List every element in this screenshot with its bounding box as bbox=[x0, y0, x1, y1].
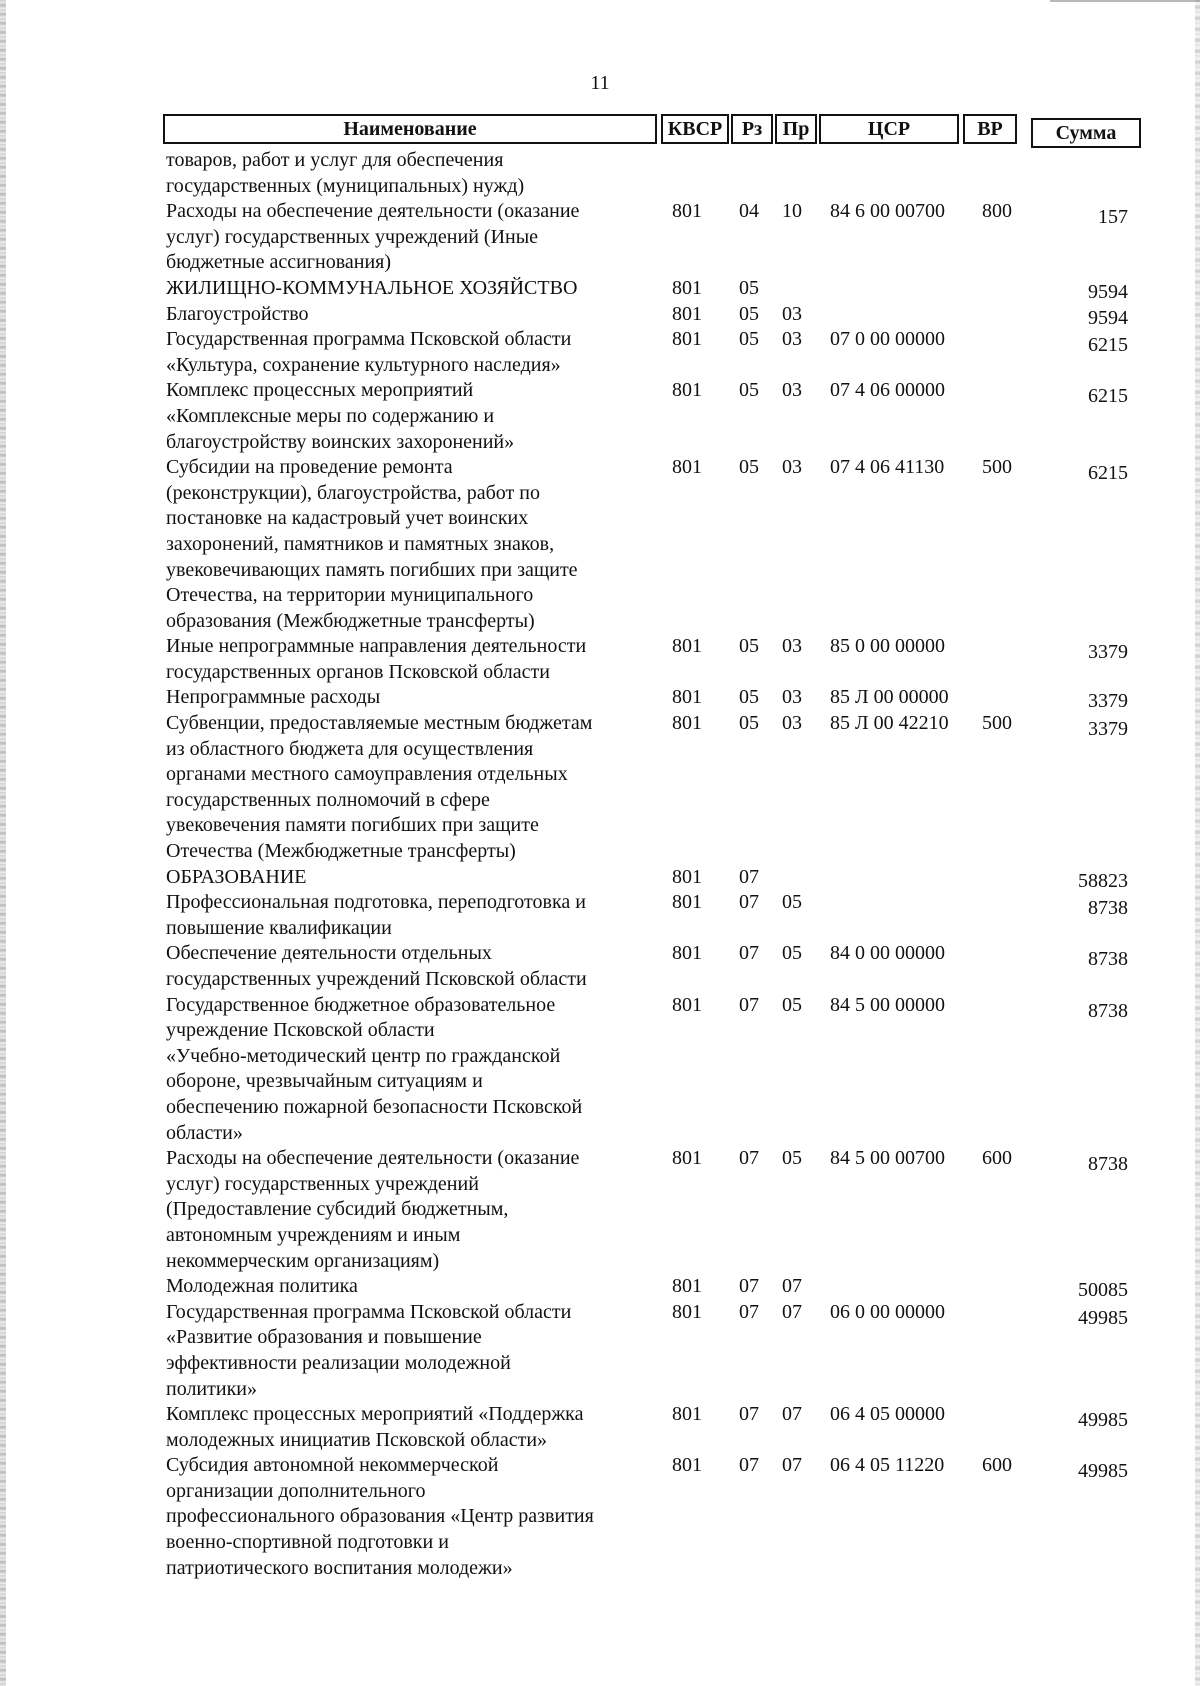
row-name-line: Комплекс процессных мероприятий bbox=[166, 379, 474, 402]
cell-kvsr: 801 bbox=[672, 456, 702, 479]
cell-rz: 07 bbox=[739, 993, 759, 1016]
cell-pr: 10 bbox=[782, 200, 802, 223]
cell-kvsr: 801 bbox=[672, 1454, 702, 1477]
cell-sum: 49985 bbox=[1078, 1460, 1128, 1483]
row-name-line: ОБРАЗОВАНИЕ bbox=[166, 865, 307, 888]
cell-csr: 06 4 05 11220 bbox=[830, 1454, 945, 1477]
header-rz: Рз bbox=[731, 114, 773, 144]
row-name-line: Иные непрограммные направления деятельности bbox=[166, 635, 587, 658]
row-name-line: образования (Межбюджетные трансферты) bbox=[166, 609, 535, 632]
cell-rz: 07 bbox=[739, 891, 759, 914]
cell-sum: 9594 bbox=[1088, 306, 1128, 329]
cell-sum: 49985 bbox=[1078, 1409, 1128, 1432]
table-row bbox=[0, 455, 1200, 634]
cell-kvsr: 801 bbox=[672, 379, 702, 402]
row-name-line: постановке на кадастровый учет воинских bbox=[166, 507, 529, 530]
cell-sum: 6215 bbox=[1088, 462, 1128, 485]
row-name-line: политики» bbox=[166, 1377, 257, 1400]
cell-kvsr: 801 bbox=[672, 276, 702, 299]
cell-kvsr: 801 bbox=[672, 865, 702, 888]
row-name bbox=[166, 1453, 646, 1581]
cell-sum: 3379 bbox=[1088, 690, 1128, 713]
cell-pr: 03 bbox=[782, 635, 802, 658]
cell-kvsr: 801 bbox=[672, 1403, 702, 1426]
cell-kvsr: 801 bbox=[672, 1300, 702, 1323]
row-name-line: увековечивающих память погибших при защите bbox=[166, 558, 578, 581]
table-body bbox=[0, 148, 1200, 1581]
cell-sum: 6215 bbox=[1088, 385, 1128, 408]
cell-kvsr: 801 bbox=[672, 942, 702, 965]
row-name-line: военно-спортивной подготовки и bbox=[166, 1531, 449, 1554]
cell-rz: 05 bbox=[739, 712, 759, 735]
cell-csr: 07 0 00 00000 bbox=[830, 328, 945, 351]
row-name bbox=[166, 199, 646, 276]
table-row bbox=[0, 276, 1200, 302]
cell-kvsr: 801 bbox=[672, 891, 702, 914]
table-row bbox=[0, 302, 1200, 328]
cell-csr: 84 5 00 00000 bbox=[830, 993, 945, 1016]
row-name-line: повышение квалификации bbox=[166, 916, 392, 939]
header-csr: ЦСР bbox=[819, 114, 959, 144]
row-name bbox=[166, 865, 646, 891]
row-name bbox=[166, 941, 646, 992]
table-row bbox=[0, 1453, 1200, 1581]
row-name-line: услуг) государственных учреждений bbox=[166, 1172, 479, 1195]
row-name-line: Расходы на обеспечение деятельности (оказание bbox=[166, 200, 580, 223]
row-name-line: «Развитие образования и повышение bbox=[166, 1326, 482, 1349]
cell-kvsr: 801 bbox=[672, 635, 702, 658]
row-name-line: Субсидия автономной некоммерческой bbox=[166, 1454, 499, 1477]
cell-vr: 600 bbox=[982, 1454, 1012, 1477]
cell-vr: 500 bbox=[982, 712, 1012, 735]
row-name-line: автономным учреждениям и иным bbox=[166, 1223, 461, 1246]
row-name-line: ЖИЛИЩНО-КОММУНАЛЬНОЕ ХОЗЯЙСТВО bbox=[166, 276, 578, 299]
row-name-line: обеспечению пожарной безопасности Псковской bbox=[166, 1095, 583, 1118]
row-name-line: услуг) государственных учреждений (Иные bbox=[166, 225, 539, 248]
cell-pr: 05 bbox=[782, 942, 802, 965]
header-name: Наименование bbox=[163, 114, 657, 144]
table-row bbox=[0, 941, 1200, 992]
row-name-line: Отечества (Межбюджетные трансферты) bbox=[166, 840, 516, 863]
row-name bbox=[166, 1146, 646, 1274]
row-name bbox=[166, 1274, 646, 1300]
table-row bbox=[0, 1300, 1200, 1402]
cell-pr: 03 bbox=[782, 379, 802, 402]
cell-csr: 06 4 05 00000 bbox=[830, 1403, 945, 1426]
cell-rz: 05 bbox=[739, 686, 759, 709]
row-name-line: Профессиональная подготовка, переподготовка и bbox=[166, 891, 586, 914]
row-name-line: «Учебно-методический центр по гражданской bbox=[166, 1044, 561, 1067]
table-row bbox=[0, 148, 1200, 199]
row-name-line: Государственное бюджетное образовательное bbox=[166, 993, 556, 1016]
table-row bbox=[0, 890, 1200, 941]
cell-csr: 85 Л 00 42210 bbox=[830, 712, 949, 735]
cell-csr: 85 Л 00 00000 bbox=[830, 686, 949, 709]
cell-sum: 58823 bbox=[1078, 869, 1128, 892]
header-sum: Сумма bbox=[1031, 118, 1141, 148]
cell-rz: 05 bbox=[739, 328, 759, 351]
row-name bbox=[166, 634, 646, 685]
row-name bbox=[166, 378, 646, 455]
cell-sum: 8738 bbox=[1088, 948, 1128, 971]
cell-csr: 85 0 00 00000 bbox=[830, 635, 945, 658]
cell-rz: 05 bbox=[739, 276, 759, 299]
row-name-line: Непрограммные расходы bbox=[166, 686, 381, 709]
cell-csr: 07 4 06 41130 bbox=[830, 456, 945, 479]
row-name-line: благоустройству воинских захоронений» bbox=[166, 430, 515, 453]
cell-rz: 07 bbox=[739, 1403, 759, 1426]
cell-pr: 05 bbox=[782, 1147, 802, 1170]
table-row bbox=[0, 1274, 1200, 1300]
row-name bbox=[166, 1402, 646, 1453]
row-name-line: области» bbox=[166, 1121, 243, 1144]
header-kvsr: КВСР bbox=[661, 114, 729, 144]
header-pr: Пр bbox=[775, 114, 817, 144]
cell-pr: 07 bbox=[782, 1275, 802, 1298]
row-name-line: государственных полномочий в сфере bbox=[166, 788, 490, 811]
row-name bbox=[166, 327, 646, 378]
row-name-line: захоронений, памятников и памятных знаков, bbox=[166, 532, 555, 555]
cell-csr: 84 5 00 00700 bbox=[830, 1147, 945, 1170]
cell-rz: 07 bbox=[739, 1275, 759, 1298]
cell-sum: 8738 bbox=[1088, 999, 1128, 1022]
cell-rz: 05 bbox=[739, 379, 759, 402]
row-name-line: «Комплексные меры по содержанию и bbox=[166, 404, 495, 427]
cell-rz: 05 bbox=[739, 635, 759, 658]
row-name-line: (реконструкции), благоустройства, работ по bbox=[166, 481, 540, 504]
table-row bbox=[0, 199, 1200, 276]
cell-sum: 3379 bbox=[1088, 718, 1128, 741]
row-name bbox=[166, 1300, 646, 1402]
row-name-line: Государственная программа Псковской области bbox=[166, 328, 572, 351]
cell-rz: 04 bbox=[739, 200, 759, 223]
page-number: 11 bbox=[590, 72, 610, 94]
cell-sum: 8738 bbox=[1088, 1153, 1128, 1176]
table-row bbox=[0, 634, 1200, 685]
cell-pr: 03 bbox=[782, 302, 802, 325]
cell-csr: 84 0 00 00000 bbox=[830, 942, 945, 965]
cell-rz: 07 bbox=[739, 1454, 759, 1477]
cell-kvsr: 801 bbox=[672, 712, 702, 735]
row-name bbox=[166, 711, 646, 865]
row-name-line: (Предоставление субсидий бюджетным, bbox=[166, 1198, 509, 1221]
cell-csr: 07 4 06 00000 bbox=[830, 379, 945, 402]
header-vr: ВР bbox=[963, 114, 1017, 144]
table-row bbox=[0, 1146, 1200, 1274]
cell-kvsr: 801 bbox=[672, 993, 702, 1016]
row-name-line: обороне, чрезвычайным ситуациям и bbox=[166, 1070, 483, 1093]
row-name-line: молодежных инициатив Псковской области» bbox=[166, 1428, 548, 1451]
row-name-line: эффективности реализации молодежной bbox=[166, 1351, 511, 1374]
row-name-line: профессионального образования «Центр развития bbox=[166, 1505, 594, 1528]
row-name bbox=[166, 890, 646, 941]
row-name-line: Обеспечение деятельности отдельных bbox=[166, 942, 492, 965]
table-row bbox=[0, 1402, 1200, 1453]
row-name-line: Субвенции, предоставляемые местным бюджетам bbox=[166, 712, 593, 735]
row-name bbox=[166, 276, 646, 302]
cell-sum: 50085 bbox=[1078, 1279, 1128, 1302]
cell-pr: 03 bbox=[782, 712, 802, 735]
row-name bbox=[166, 993, 646, 1147]
row-name-line: Молодежная политика bbox=[166, 1275, 358, 1298]
cell-sum: 157 bbox=[1098, 206, 1128, 229]
cell-vr: 800 bbox=[982, 200, 1012, 223]
cell-pr: 05 bbox=[782, 993, 802, 1016]
cell-kvsr: 801 bbox=[672, 200, 702, 223]
row-name-line: Отечества, на территории муниципального bbox=[166, 584, 534, 607]
row-name-line: увековечения памяти погибших при защите bbox=[166, 814, 539, 837]
table-row bbox=[0, 378, 1200, 455]
row-name bbox=[166, 455, 646, 634]
cell-pr: 03 bbox=[782, 686, 802, 709]
row-name-line: «Культура, сохранение культурного наследия» bbox=[166, 353, 561, 376]
row-name-line: Благоустройство bbox=[166, 302, 309, 325]
cell-rz: 07 bbox=[739, 1147, 759, 1170]
table-row bbox=[0, 993, 1200, 1147]
cell-sum: 8738 bbox=[1088, 897, 1128, 920]
row-name-line: некоммерческим организациям) bbox=[166, 1249, 440, 1272]
cell-sum: 9594 bbox=[1088, 280, 1128, 303]
cell-sum: 3379 bbox=[1088, 641, 1128, 664]
cell-pr: 03 bbox=[782, 328, 802, 351]
cell-rz: 07 bbox=[739, 865, 759, 888]
row-name-line: государственных органов Псковской области bbox=[166, 660, 550, 683]
cell-pr: 07 bbox=[782, 1403, 802, 1426]
cell-kvsr: 801 bbox=[672, 328, 702, 351]
row-name-line: Субсидии на проведение ремонта bbox=[166, 456, 453, 479]
cell-vr: 500 bbox=[982, 456, 1012, 479]
row-name-line: Комплекс процессных мероприятий «Поддержка bbox=[166, 1403, 584, 1426]
row-name-line: учреждение Псковской области bbox=[166, 1019, 435, 1042]
table-row bbox=[0, 327, 1200, 378]
row-name-line: Государственная программа Псковской области bbox=[166, 1300, 572, 1323]
cell-vr: 600 bbox=[982, 1147, 1012, 1170]
scan-top-line bbox=[1050, 0, 1200, 2]
cell-pr: 03 bbox=[782, 456, 802, 479]
table-row bbox=[0, 685, 1200, 711]
cell-csr: 84 6 00 00700 bbox=[830, 200, 945, 223]
row-name bbox=[166, 685, 646, 711]
cell-kvsr: 801 bbox=[672, 686, 702, 709]
row-name bbox=[166, 148, 646, 199]
row-name-line: государственных (муниципальных) нужд) bbox=[166, 174, 525, 197]
row-name-line: бюджетные ассигнования) bbox=[166, 251, 392, 274]
cell-rz: 05 bbox=[739, 456, 759, 479]
cell-sum: 49985 bbox=[1078, 1306, 1128, 1329]
cell-pr: 05 bbox=[782, 891, 802, 914]
row-name-line: Расходы на обеспечение деятельности (оказание bbox=[166, 1147, 580, 1170]
cell-rz: 05 bbox=[739, 302, 759, 325]
row-name-line: организации дополнительного bbox=[166, 1479, 426, 1502]
row-name-line: государственных учреждений Псковской области bbox=[166, 968, 587, 990]
cell-sum: 6215 bbox=[1088, 334, 1128, 357]
cell-kvsr: 801 bbox=[672, 1275, 702, 1298]
row-name-line: патриотического воспитания молодежи» bbox=[166, 1556, 513, 1579]
cell-kvsr: 801 bbox=[672, 302, 702, 325]
cell-kvsr: 801 bbox=[672, 1147, 702, 1170]
row-name-line: из областного бюджета для осуществления bbox=[166, 737, 534, 760]
row-name bbox=[166, 302, 646, 328]
cell-rz: 07 bbox=[739, 942, 759, 965]
cell-pr: 07 bbox=[782, 1454, 802, 1477]
cell-csr: 06 0 00 00000 bbox=[830, 1300, 945, 1323]
row-name-line: товаров, работ и услуг для обеспечения bbox=[166, 149, 504, 171]
table-row bbox=[0, 711, 1200, 865]
row-name-line: органами местного самоуправления отдельных bbox=[166, 763, 568, 786]
table-row bbox=[0, 865, 1200, 891]
cell-pr: 07 bbox=[782, 1300, 802, 1323]
cell-rz: 07 bbox=[739, 1300, 759, 1323]
